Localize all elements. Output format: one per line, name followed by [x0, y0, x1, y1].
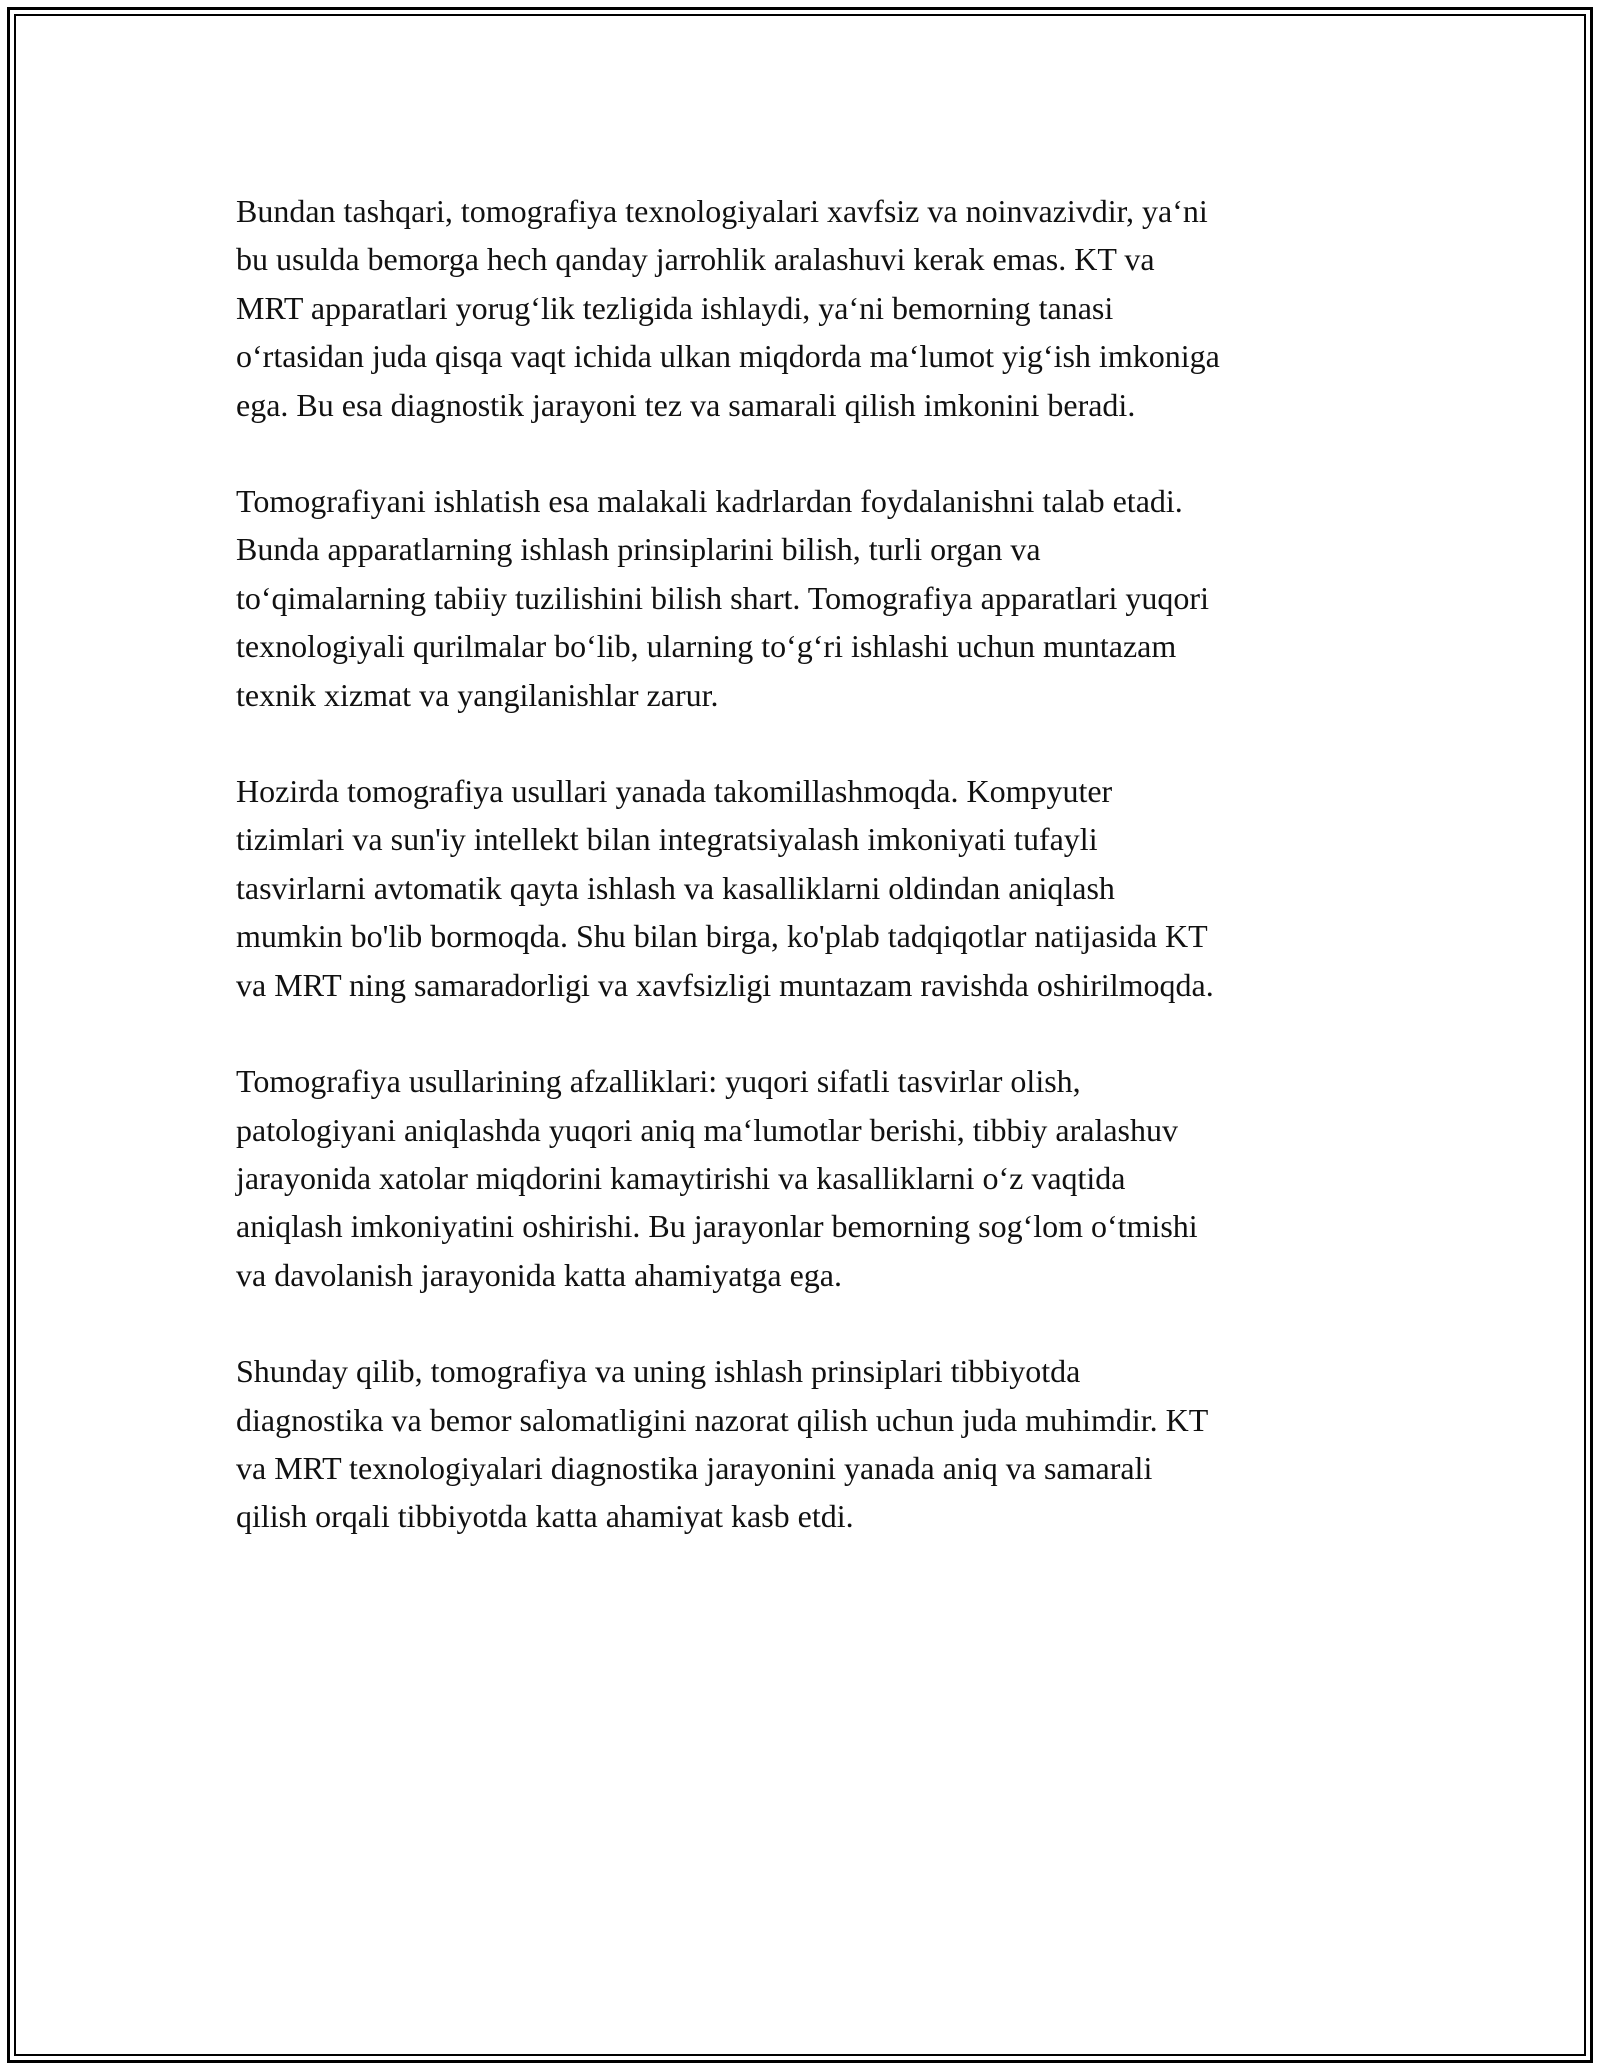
text-line: mumkin bo'lib bormoqda. Shu bilan birga, ko'plab tadqiqotlar natijasida KT	[236, 918, 1208, 955]
text-line: Bundan tashqari, tomografiya texnologiyalari xavfsiz va noinvazivdir, ya‘ni	[236, 193, 1208, 229]
document-body	[236, 187, 1376, 1589]
paragraph-3	[236, 767, 1376, 1009]
paragraph-4	[236, 1057, 1376, 1299]
text-line: Hozirda tomografiya usullari yanada takomillashmoqda. Kompyuter	[236, 773, 1113, 810]
text-line: va MRT texnologiyalari diagnostika jarayonini yanada aniq va samarali	[236, 1449, 1153, 1486]
text-line: va davolanish jarayonida katta ahamiyatga ega.	[236, 1256, 842, 1293]
text-line: va MRT ning samaradorligi va xavfsizligi muntazam ravishda oshirilmoqda.	[236, 966, 1214, 1003]
text-line: texnik xizmat va yangilanishlar zarur.	[236, 676, 719, 713]
text-line: bu usulda bemorga hech qanday jarrohlik aralashuvi kerak emas. KT va	[236, 241, 1155, 278]
paragraph-5	[236, 1347, 1376, 1541]
text-line: diagnostika va bemor salomatligini nazorat qilish uchun juda muhimdir. KT	[236, 1401, 1209, 1438]
text-line: Bunda apparatlarning ishlash prinsiplarini bilish, turli organ va	[236, 531, 1041, 568]
paragraph-1	[236, 187, 1376, 429]
text-line: Tomografiya usullarining afzalliklari: yuqori sifatli tasvirlar olish,	[236, 1063, 1081, 1100]
text-line: o‘rtasidan juda qisqa vaqt ichida ulkan miqdorda ma‘lumot yig‘ish imkoniga	[236, 338, 1220, 375]
text-line: qilish orqali tibbiyotda katta ahamiyat kasb etdi.	[236, 1498, 854, 1535]
text-line: Tomografiyani ishlatish esa malakali kadrlardan foydalanishni talab etadi.	[236, 483, 1183, 520]
text-line: to‘qimalarning tabiiy tuzilishini bilish shart. Tomografiya apparatlari yuqori	[236, 579, 1209, 616]
text-line: tizimlari va sun'iy intellekt bilan integratsiyalash imkoniyati tufayli	[236, 821, 1098, 858]
text-line: texnologiyali qurilmalar bo‘lib, ularning to‘g‘ri ishlashi uchun muntazam	[236, 628, 1177, 665]
text-line: patologiyani aniqlashda yuqori aniq ma‘lumotlar berishi, tibbiy aralashuv	[236, 1111, 1178, 1148]
text-line: MRT apparatlari yorug‘lik tezligida ishlaydi, ya‘ni bemorning tanasi	[236, 289, 1114, 326]
text-line: jarayonida xatolar miqdorini kamaytirishi va kasalliklarni o‘z vaqtida	[236, 1159, 1126, 1196]
text-line: tasvirlarni avtomatik qayta ishlash va kasalliklarni oldindan aniqlash	[236, 869, 1115, 906]
text-line: Shunday qilib, tomografiya va uning ishlash prinsiplari tibbiyotda	[236, 1353, 1081, 1390]
text-line: aniqlash imkoniyatini oshirishi. Bu jarayonlar bemorning sog‘lom o‘tmishi	[236, 1208, 1198, 1245]
text-line: ega. Bu esa diagnostik jarayoni tez va samarali qilish imkonini beradi.	[236, 386, 1136, 423]
paragraph-2	[236, 477, 1376, 719]
